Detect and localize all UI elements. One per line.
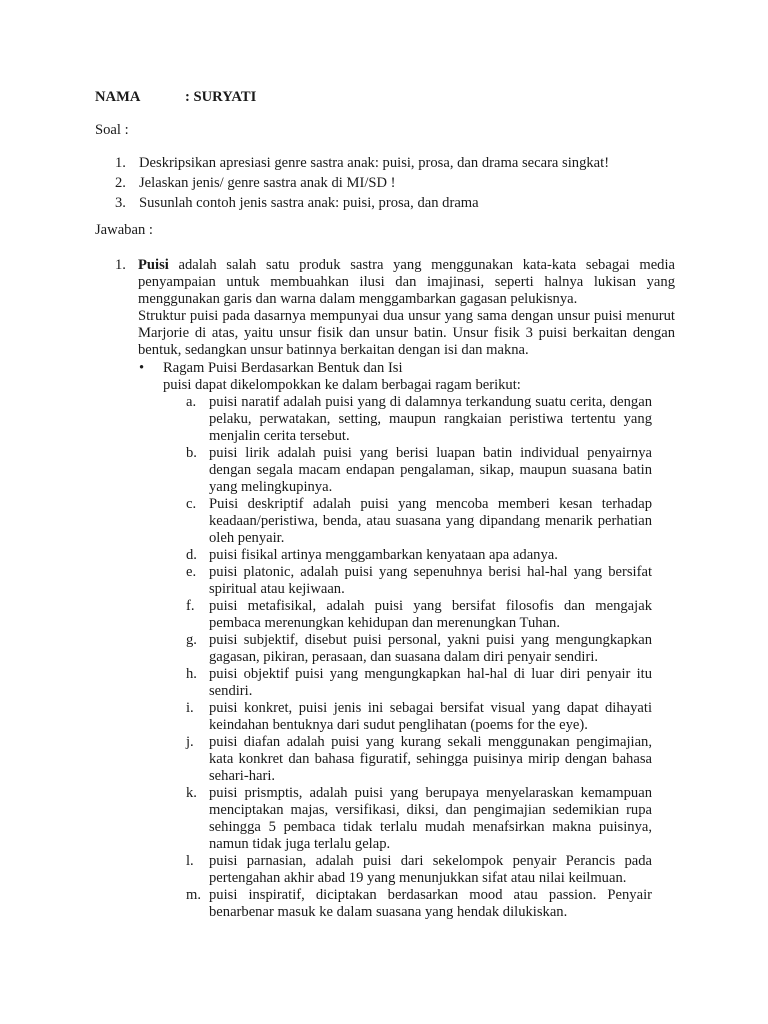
item-text: Puisi deskriptif adalah puisi yang mencoba memberi kesan terhadap keadaan/peristiwa, benda, atau suasana yang dipandang menarik perhatian oleh penyair. (209, 496, 652, 546)
section-title: Ragam Puisi Berdasarkan Bentuk dan Isi (163, 360, 403, 376)
item-text: puisi lirik adalah puisi yang berisi luapan batin individual penyairnya dengan segala macam endapan pengalaman, sikap, maupun suasana batin yang melingkupinya. (209, 445, 652, 495)
name-label: NAMA (95, 89, 141, 105)
question-item (115, 175, 715, 195)
item-letter: h. (186, 666, 197, 682)
question-text: Deskripsikan apresiasi genre sastra anak: puisi, prosa, dan drama secara singkat! (139, 155, 610, 171)
item-letter: m. (186, 887, 201, 903)
poetry-type-item (186, 666, 652, 700)
ragam-puisi-section (139, 360, 675, 921)
poetry-type-item (186, 632, 652, 666)
answer-body (138, 257, 675, 359)
item-letter: j. (186, 734, 194, 750)
poetry-type-item (186, 547, 652, 564)
item-letter: l. (186, 853, 194, 869)
item-text: puisi platonic, adalah puisi yang sepenuhnya berisi hal-hal yang bersifat spiritual atau kejiwaan. (209, 564, 652, 597)
item-text: puisi metafisikal, adalah puisi yang bersifat filosofis dan mengajak pembaca merenungkan kehidupan dan merenungkan Tuhan. (209, 598, 652, 631)
answer-intro-text: adalah salah satu produk sastra yang menggunakan kata-kata sebagai media penyampaian untuk membuahkan ilusi dan imajinasi, seperti halnya lukisan yang menggunakan garis dan warna dalam menggambarkan gagasan pelukisnya. (138, 257, 675, 307)
item-text: puisi subjektif, disebut puisi personal, yakni puisi yang mengungkapkan gagasan, pikiran, perasaan, dan suasana dalam diri penyair sendiri. (209, 632, 652, 665)
answer-intro-paragraph (138, 257, 675, 308)
question-number: 2. (115, 175, 126, 191)
question-text: Jelaskan jenis/ genre sastra anak di MI/SD ! (139, 175, 396, 191)
item-letter: a. (186, 394, 197, 410)
name-value: : SURYATI (185, 89, 257, 105)
answer-item (115, 257, 675, 921)
item-letter: k. (186, 785, 197, 801)
poetry-type-item (186, 394, 652, 445)
answer-number: 1. (115, 257, 126, 273)
item-letter: f. (186, 598, 195, 614)
poetry-type-item (186, 564, 652, 598)
item-letter: b. (186, 445, 197, 461)
item-text: puisi fisikal artinya menggambarkan kenyataan apa adanya. (209, 547, 558, 563)
poetry-type-item (186, 734, 652, 785)
poetry-type-item (186, 785, 652, 853)
answer-term: Puisi (138, 257, 169, 273)
jawaban-heading: Jawaban : (95, 222, 153, 238)
poetry-type-item (186, 887, 652, 921)
poetry-type-list (186, 394, 652, 921)
item-text: puisi parnasian, adalah puisi dari sekelompok penyair Perancis pada pertengahan akhir abad 19 yang menunjukkan sifat atau nilai keilmuan. (209, 853, 652, 886)
poetry-type-item (186, 598, 652, 632)
poetry-type-item (186, 496, 652, 547)
soal-heading: Soal : (95, 122, 129, 138)
item-text: puisi naratif adalah puisi yang di dalamnya terkandung suatu cerita, dengan pelaku, perwatakan, setting, maupun rangkaian peristiwa tertentu yang menjalin cerita tersebut. (209, 394, 652, 444)
item-text: puisi diafan adalah puisi yang kurang sekali menggunakan pengimajian, kata konkret dan bahasa figuratif, sehingga puisinya mirip dengan bahasa sehari-hari. (209, 734, 652, 784)
item-letter: c. (186, 496, 197, 512)
item-text: puisi inspiratif, diciptakan berdasarkan mood atau passion. Penyair benarbenar masuk ke dalam suasana yang hendak dilukiskan. (209, 887, 652, 920)
poetry-type-item (186, 445, 652, 496)
item-letter: e. (186, 564, 197, 580)
item-letter: d. (186, 547, 197, 563)
item-letter: i. (186, 700, 194, 716)
question-item (115, 195, 715, 215)
question-text: Susunlah contoh jenis sastra anak: puisi, prosa, dan drama (139, 195, 479, 211)
question-number: 1. (115, 155, 126, 171)
poetry-type-item (186, 700, 652, 734)
item-text: puisi konkret, puisi jenis ini sebagai bersifat visual yang dapat dihayati keindahan bentuknya dari sudut penglihatan (poems for the eye). (209, 700, 652, 733)
question-item (115, 155, 715, 175)
item-text: puisi objektif puisi yang mengungkapkan hal-hal di luar diri penyair itu sendiri. (209, 666, 652, 699)
section-intro: puisi dapat dikelompokkan ke dalam berbagai ragam berikut: (163, 377, 521, 393)
bullet-icon: • (139, 360, 145, 376)
answer-structure-paragraph: Struktur puisi pada dasarnya mempunyai dua unsur yang sama dengan unsur puisi menurut Marjorie di atas, yaitu unsur fisik dan unsur batin. Unsur fisik 3 puisi berkaitan dengan bentuk, sedangkan unsur batinnya berkaitan dengan isi dan makna. (138, 308, 675, 358)
question-list (115, 155, 715, 215)
item-text: puisi prismptis, adalah puisi yang berupaya menyelaraskan kemampuan menciptakan majas, versifikasi, diksi, dan pengimajian sedemikian rupa sehingga 5 pembaca tidak terlalu mudah menafsirkan makna puisinya, namun tidak juga terlalu gelap. (209, 785, 652, 852)
item-letter: g. (186, 632, 197, 648)
question-number: 3. (115, 195, 126, 211)
poetry-type-item (186, 853, 652, 887)
